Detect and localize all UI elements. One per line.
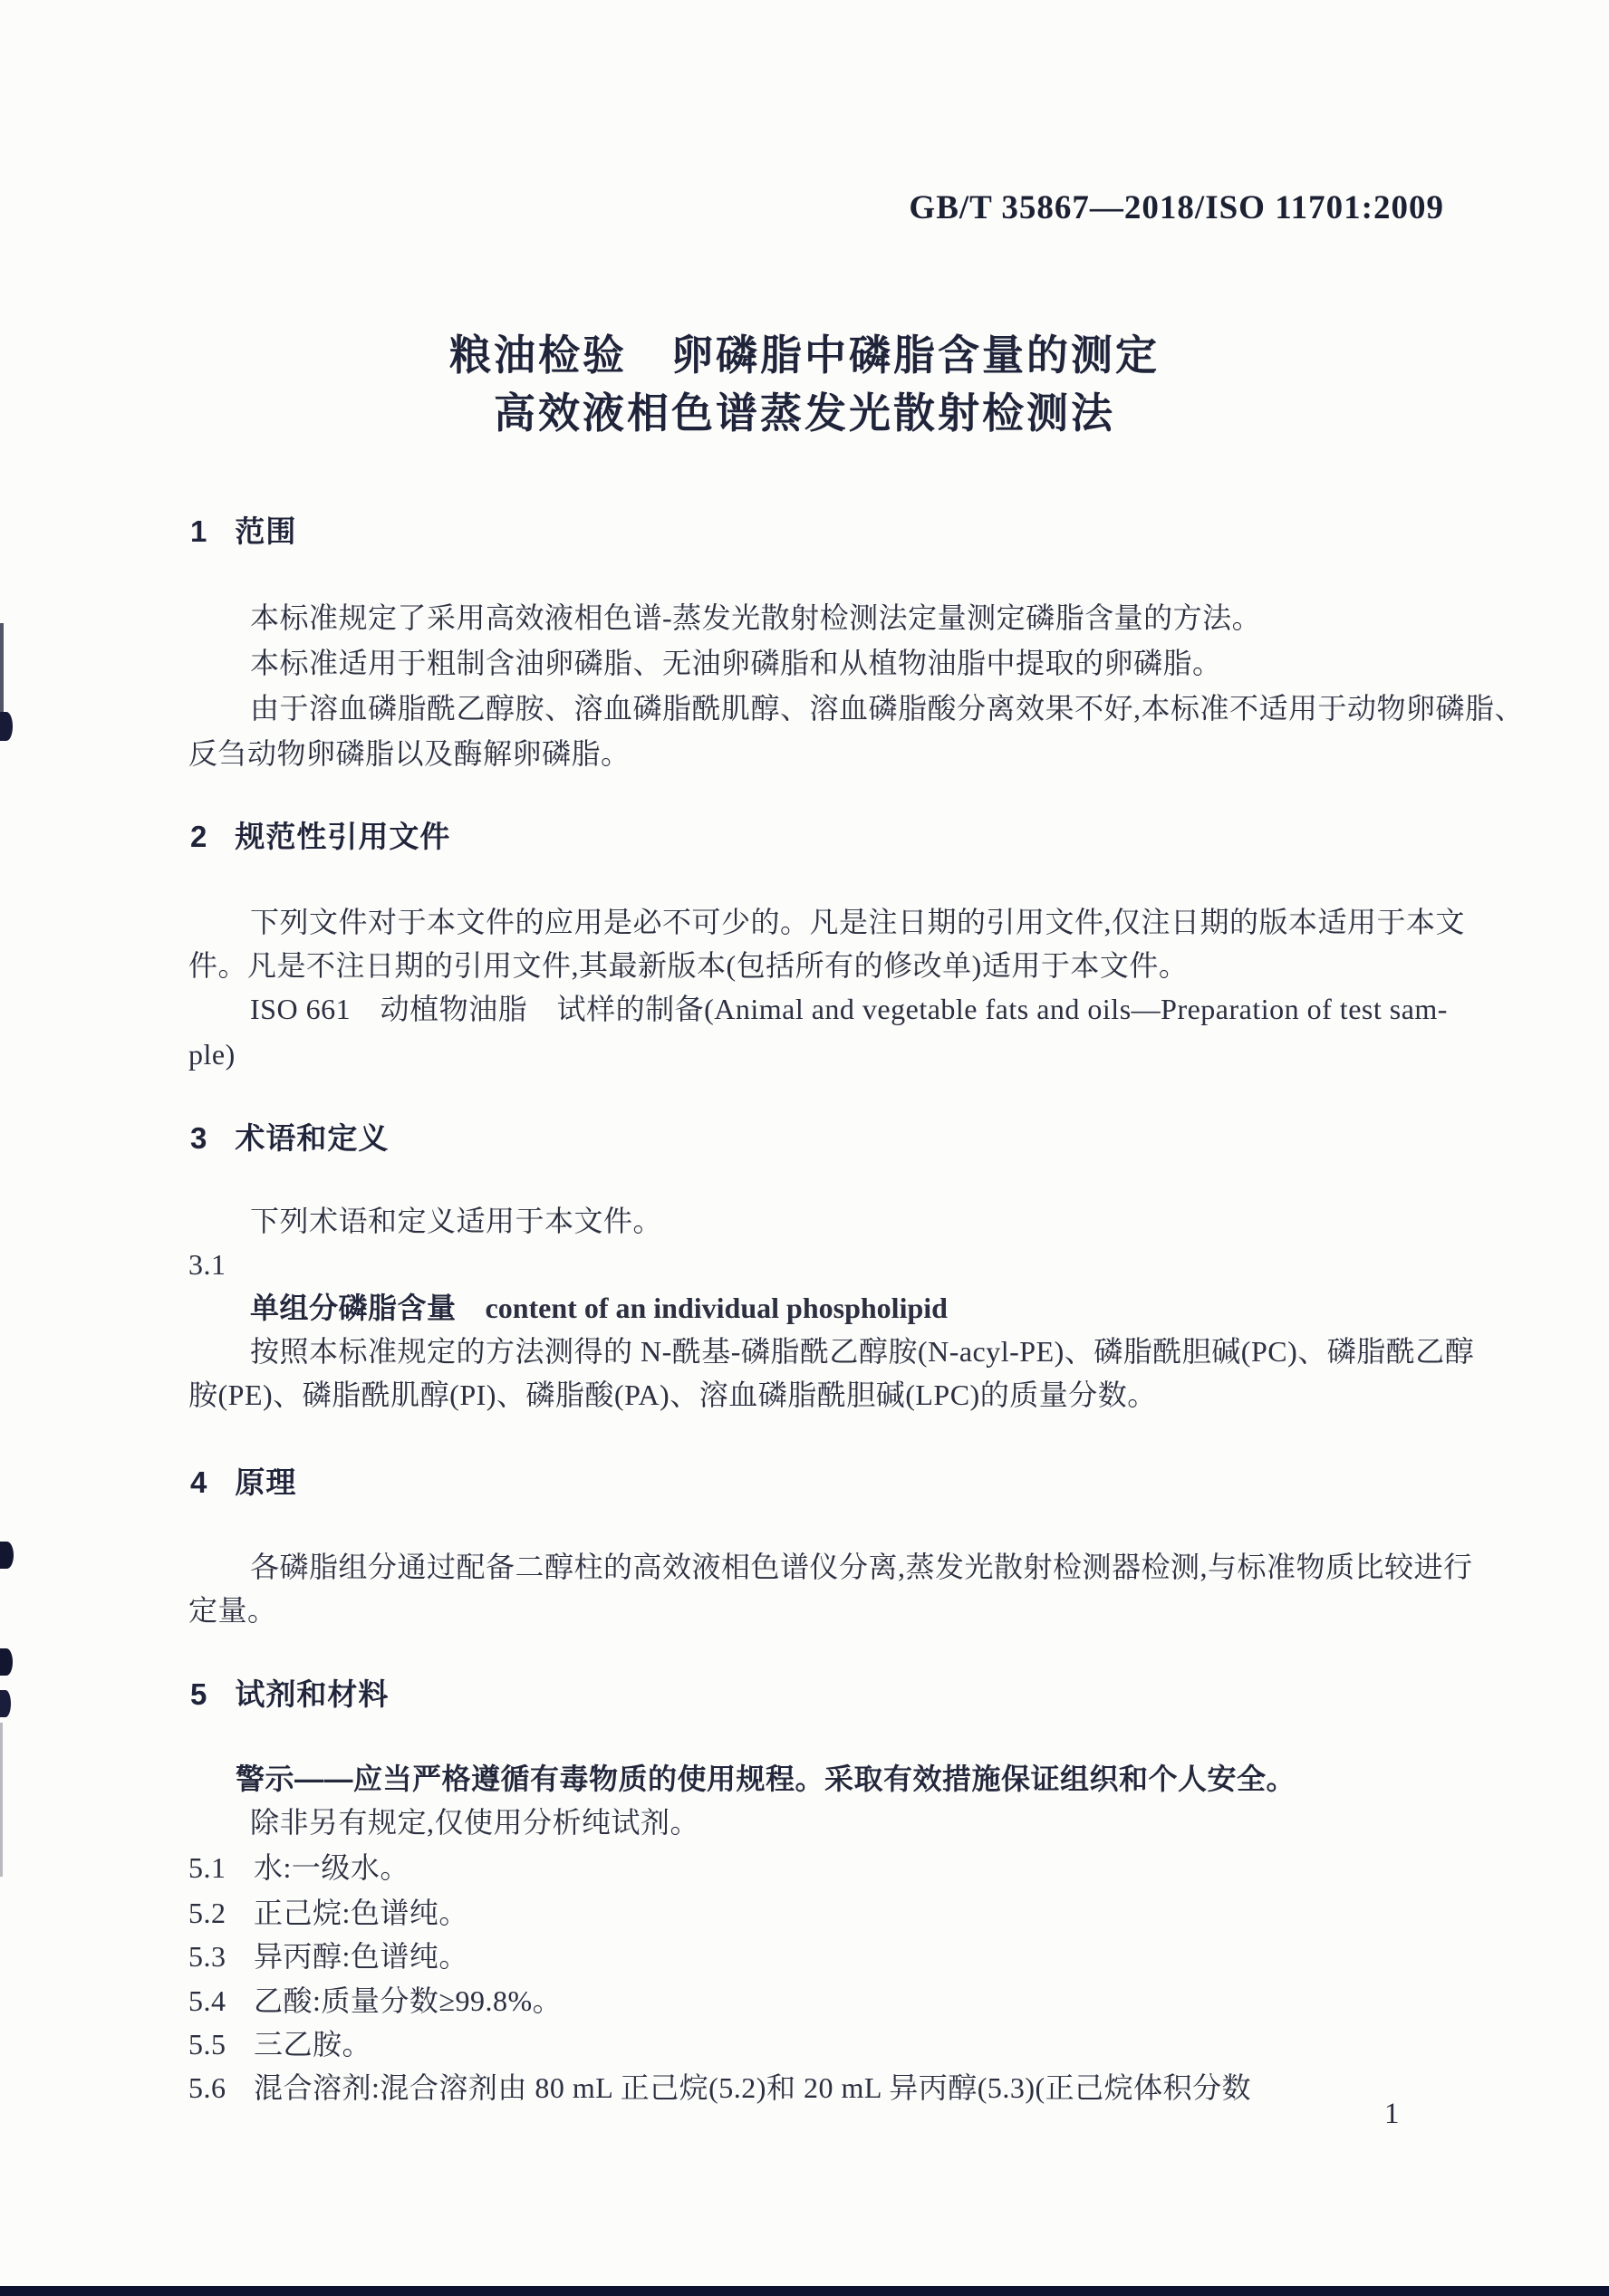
section-5-title: 试剂和材料: [235, 1677, 390, 1711]
scan-artifact: [0, 1690, 11, 1717]
section-3-number: 3: [190, 1121, 208, 1155]
section-1-heading: [190, 513, 296, 550]
section-2-paragraph-line-2: 件。凡是不注日期的引用文件,其最新版本(包括所有的修改单)适用于本文件。: [188, 949, 1189, 982]
document-title-line-2: 高效液相色谱蒸发光散射检测法: [494, 389, 1115, 437]
reagent-item-5-6: [188, 2070, 1251, 2106]
reagent-item-text: 水:一级水。: [254, 1851, 409, 1884]
normative-reference-line-2: ple): [188, 1038, 236, 1071]
reagent-item-number: 5.1: [188, 1851, 226, 1884]
section-1-paragraph-3-line-1: 由于溶血磷脂酰乙醇胺、溶血磷脂酰肌醇、溶血磷脂酸分离效果不好,本标准不适用于动物卵磷脂、: [250, 692, 1525, 725]
reagent-note: 除非另有规定,仅使用分析纯试剂。: [250, 1806, 700, 1839]
standard-number: GB/T 35867—2018/ISO 11701:2009: [909, 189, 1444, 226]
scan-artifact: [0, 1542, 14, 1569]
document-title-line-1: 粮油检验 卵磷脂中磷脂含量的测定: [449, 331, 1160, 379]
section-2-heading: [190, 818, 450, 855]
scan-artifact: [0, 712, 13, 741]
section-1-paragraph-2: 本标准适用于粗制含油卵磷脂、无油卵磷脂和从植物油脂中提取的卵磷脂。: [250, 647, 1222, 679]
reagent-item-text: 三乙胺。: [254, 2028, 372, 2061]
term-definition-line-2: 胺(PE)、磷脂酰肌醇(PI)、磷脂酸(PA)、溶血磷脂酰胆碱(LPC)的质量分数。: [188, 1379, 1157, 1411]
reagent-item-number: 5.5: [188, 2028, 226, 2061]
section-2-number: 2: [190, 820, 208, 853]
section-4-number: 4: [190, 1465, 208, 1499]
section-4-heading: [190, 1464, 296, 1501]
reagent-item-5-3: [188, 1938, 468, 1974]
section-4-paragraph-line-2: 定量。: [188, 1594, 277, 1627]
term-entry: [250, 1290, 948, 1326]
reagent-item-text: 混合溶剂:混合溶剂由 80 mL 正己烷(5.2)和 20 mL 异丙醇(5.3)(正己烷体积分数: [254, 2071, 1252, 2104]
reagent-item-number: 5.6: [188, 2071, 226, 2104]
section-4-title: 原理: [235, 1465, 297, 1499]
reagent-item-5-1: [188, 1849, 409, 1886]
section-1-paragraph-1: 本标准规定了采用高效液相色谱-蒸发光散射检测法定量测定磷脂含量的方法。: [250, 601, 1262, 634]
section-2-paragraph-line-1: 下列文件对于本文件的应用是必不可少的。凡是注日期的引用文件,仅注日期的版本适用于本文: [250, 906, 1466, 938]
section-5-number: 5: [190, 1677, 208, 1711]
section-3-heading: [190, 1119, 389, 1157]
term-definition-line-1: 按照本标准规定的方法测得的 N-酰基-磷脂酰乙醇胺(N-acyl-PE)、磷脂酰胆碱(PC)、磷脂酰乙醇: [250, 1335, 1475, 1368]
section-4-paragraph-line-1: 各磷脂组分通过配备二醇柱的高效液相色谱仪分离,蒸发光散射检测器检测,与标准物质比较进行: [250, 1551, 1473, 1583]
section-5-heading: [190, 1676, 389, 1713]
reagent-item-text: 乙酸:质量分数≥99.8%。: [254, 1984, 563, 2017]
reagent-item-5-2: [188, 1895, 468, 1931]
term-chinese: 单组分磷脂含量: [250, 1292, 457, 1324]
warning-statement: 警示——应当严格遵循有毒物质的使用规程。采取有效措施保证组织和个人安全。: [236, 1763, 1296, 1795]
scan-artifact: [0, 623, 4, 716]
section-2-title: 规范性引用文件: [235, 820, 451, 853]
term-item-number: 3.1: [188, 1248, 226, 1281]
reagent-item-5-4: [188, 1983, 562, 2019]
section-1-paragraph-3-line-2: 反刍动物卵磷脂以及酶解卵磷脂。: [188, 737, 631, 770]
reagent-item-text: 正己烷:色谱纯。: [254, 1897, 468, 1929]
reagent-item-number: 5.3: [188, 1940, 226, 1973]
reagent-item-number: 5.4: [188, 1984, 226, 2017]
section-1-number: 1: [190, 514, 208, 548]
scan-artifact: [0, 1723, 3, 1877]
reagent-item-number: 5.2: [188, 1897, 226, 1929]
reagent-item-text: 异丙醇:色谱纯。: [254, 1940, 468, 1973]
reagent-item-5-5: [188, 2026, 371, 2062]
section-3-intro: 下列术语和定义适用于本文件。: [250, 1205, 663, 1237]
section-1-title: 范围: [235, 514, 297, 548]
page-number: 1: [1384, 2098, 1400, 2130]
term-english: content of an individual phospholipid: [485, 1292, 948, 1324]
normative-reference-line-1: ISO 661 动植物油脂 试样的制备(Animal and vegetable fats and oils—Preparation of test sam-: [250, 993, 1448, 1025]
scan-artifact: [0, 1648, 13, 1676]
scan-edge-bar: [0, 2286, 1609, 2296]
section-3-title: 术语和定义: [235, 1121, 390, 1155]
